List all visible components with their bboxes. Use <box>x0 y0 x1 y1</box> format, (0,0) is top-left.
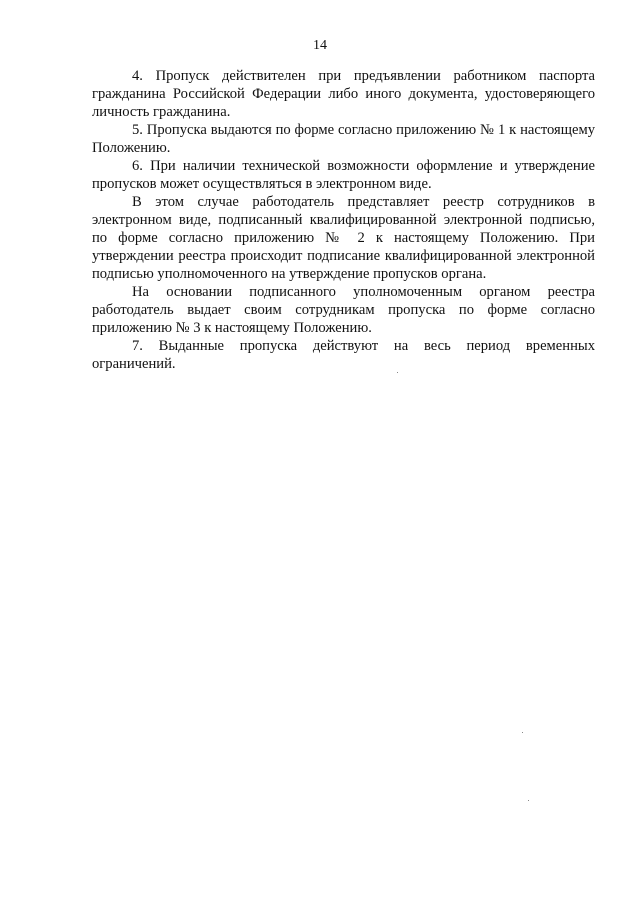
document-body <box>92 67 595 373</box>
scan-speck <box>522 732 523 733</box>
paragraph-5-pass-form: 5. Пропуска выдаются по форме согласно приложению № 1 к настоящему Положению. <box>92 122 595 156</box>
paragraph-6-issuing-passes: На основании подписанного уполномоченным органом реестра работодатель выдает своим сотрудникам пропуска по форме согласно приложению № 3 к настоящему Положению. <box>92 284 595 336</box>
scan-speck <box>397 372 398 373</box>
paragraph-6-electronic-processing: 6. При наличии технической возможности оформление и утверждение пропусков может осуществляться в электронном виде. <box>92 158 595 192</box>
page-number: 14 <box>313 38 327 53</box>
paragraph-6-employee-registry: В этом случае работодатель представляет реестр сотрудников в электронном виде, подписанный квалифицированной электронной подписью, по форме согласно приложению № 2 к настоящему Положению. При утверждении реестра происходит подписание квалифицированной электронной подписью уполномоченного на утверждение пропусков органа. <box>92 194 595 282</box>
paragraph-4-pass-validity: 4. Пропуск действителен при предъявлении работником паспорта гражданина Российской Федерации либо иного документа, удостоверяющего личность гражданина. <box>92 68 595 120</box>
scan-speck <box>528 800 529 801</box>
paragraph-7-validity-period: 7. Выданные пропуска действуют на весь период временных ограничений. <box>92 338 595 372</box>
